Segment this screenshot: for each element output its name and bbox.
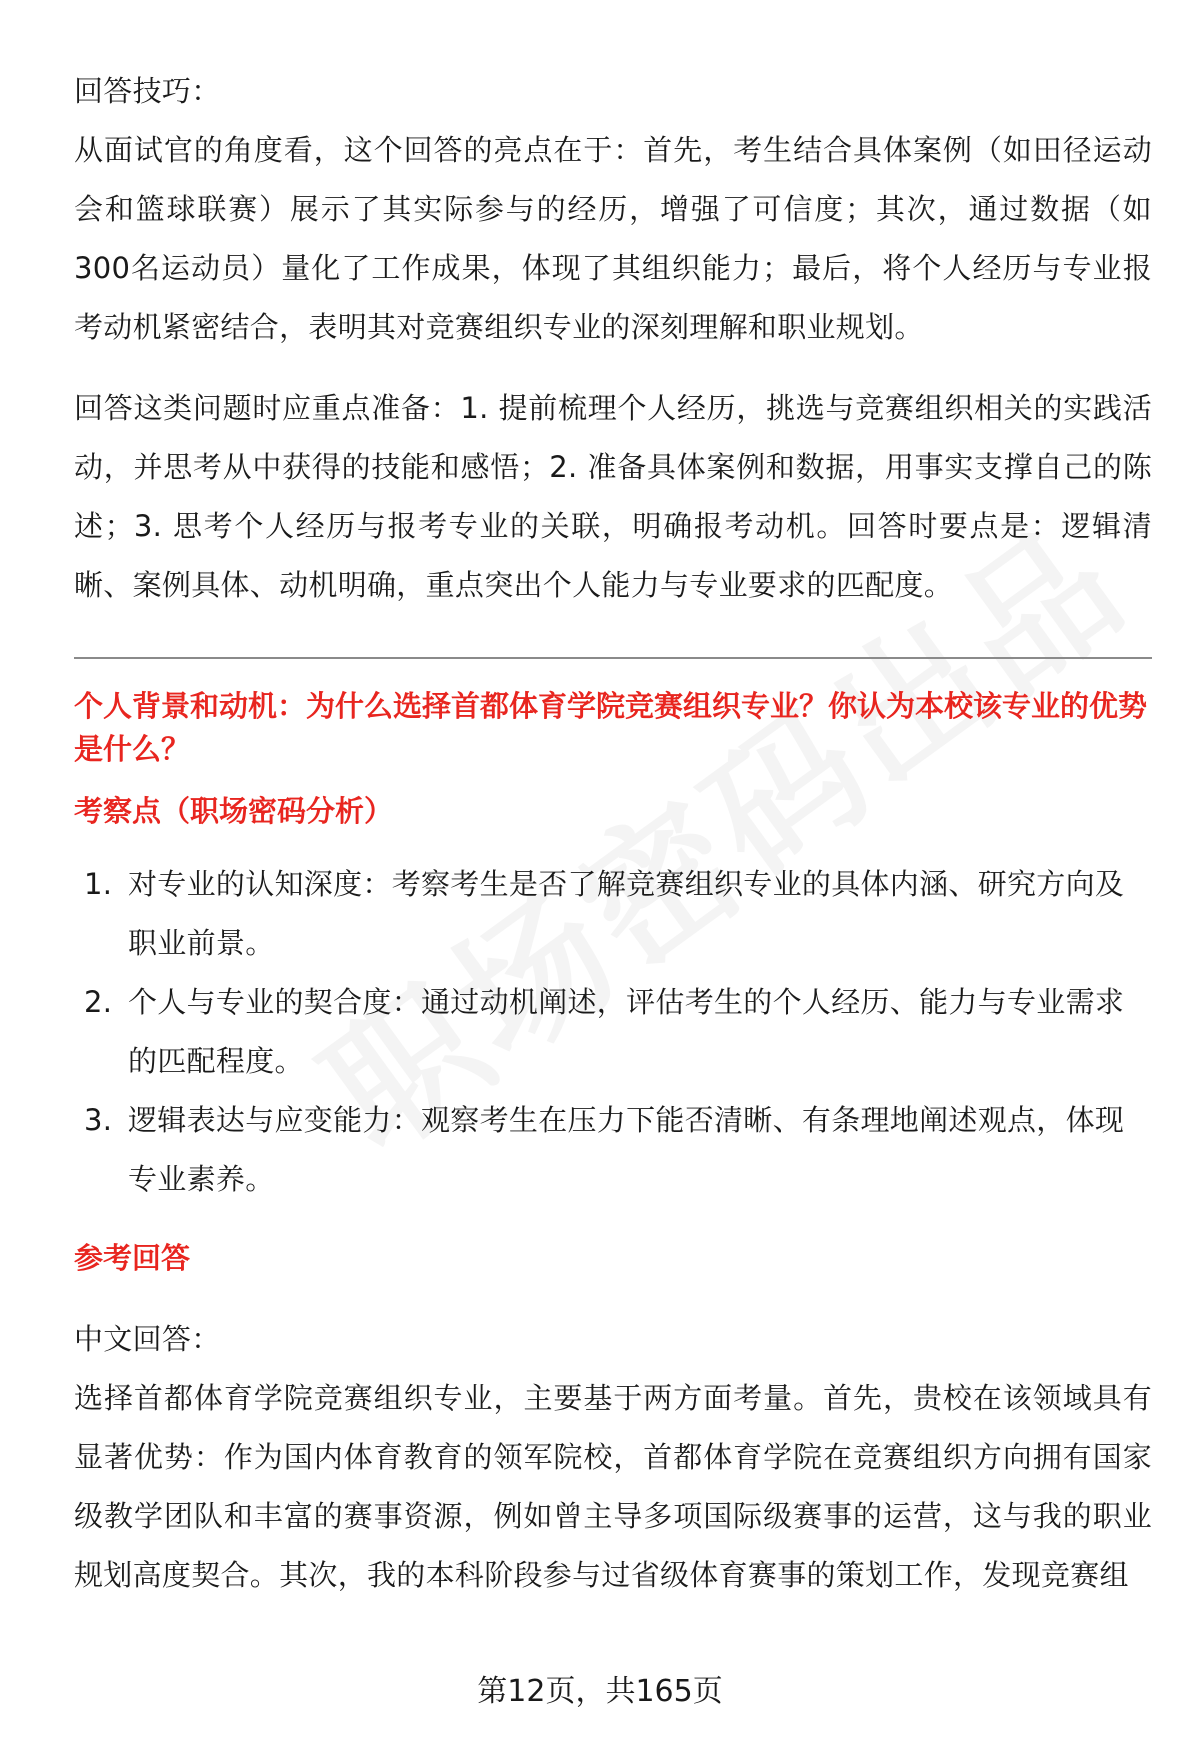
assessment-points-heading: 考察点（职场密码分析） — [74, 794, 394, 828]
tips-paragraph: 从面试官的角度看，这个回答的亮点在于：首先，考生结合具体案例（如田径运动会和篮球联赛）展示了其实际参与的经历，增强了可信度；其次，通过数据（如300名运动员）量化了工作成果，体现了其组织能力；最后，将个人经历与专业报考动机紧密结合，表明其对竞赛组织专业的深刻理解和职业规划。 — [74, 133, 1152, 344]
answer-paragraph: 选择首都体育学院竞赛组织专业，主要基于两方面考量。首先，贵校在该领域具有显著优势：作为国内体育教育的领军院校，首都体育学院在竞赛组织方向拥有国家级教学团队和丰富的赛事资源，例如曾主导多项国际级赛事的运营，这与我的职业规划高度契合。其次，我的本科阶段参与过省级体育赛事的策划工作，发现竞赛组 — [74, 1381, 1152, 1592]
preparation-paragraph: 回答这类问题时应重点准备：1. 提前梳理个人经历，挑选与竞赛组织相关的实践活动，并思考从中获得的技能和感悟；2. 准备具体案例和数据，用事实支撑自己的陈述；3. 思考个人经历与报考专业的关联，明确报考动机。回答时要点是：逻辑清晰、案例具体、动机明确，重点突出个人能力与专业要求的匹配度。 — [74, 391, 1152, 602]
list-item-number: 3. — [84, 1103, 113, 1137]
list-item — [74, 973, 1152, 1091]
list-item-number: 1. — [84, 867, 113, 901]
page-number: 第12页，共165页 — [477, 1674, 723, 1709]
section-divider — [74, 657, 1152, 659]
list-item-text: 逻辑表达与应变能力：观察考生在压力下能否清晰、有条理地阐述观点，体现专业素养。 — [128, 1103, 1125, 1196]
list-item-text: 对专业的认知深度：考察考生是否了解竞赛组织专业的具体内涵、研究方向及职业前景。 — [128, 867, 1125, 960]
reference-answer-heading: 参考回答 — [74, 1241, 191, 1275]
assessment-points-list — [74, 855, 1152, 1209]
list-item — [74, 855, 1152, 973]
question-title: 个人背景和动机：为什么选择首都体育学院竞赛组织专业？你认为本校该专业的优势是什么？ — [74, 689, 1148, 766]
list-item — [74, 1091, 1152, 1209]
list-item-number: 2. — [84, 985, 113, 1019]
tips-label: 回答技巧： — [74, 74, 221, 108]
page-content — [74, 62, 1152, 1605]
list-item-text: 个人与专业的契合度：通过动机阐述，评估考生的个人经历、能力与专业需求的匹配程度。 — [128, 985, 1125, 1078]
answer-language-label: 中文回答： — [74, 1322, 221, 1356]
